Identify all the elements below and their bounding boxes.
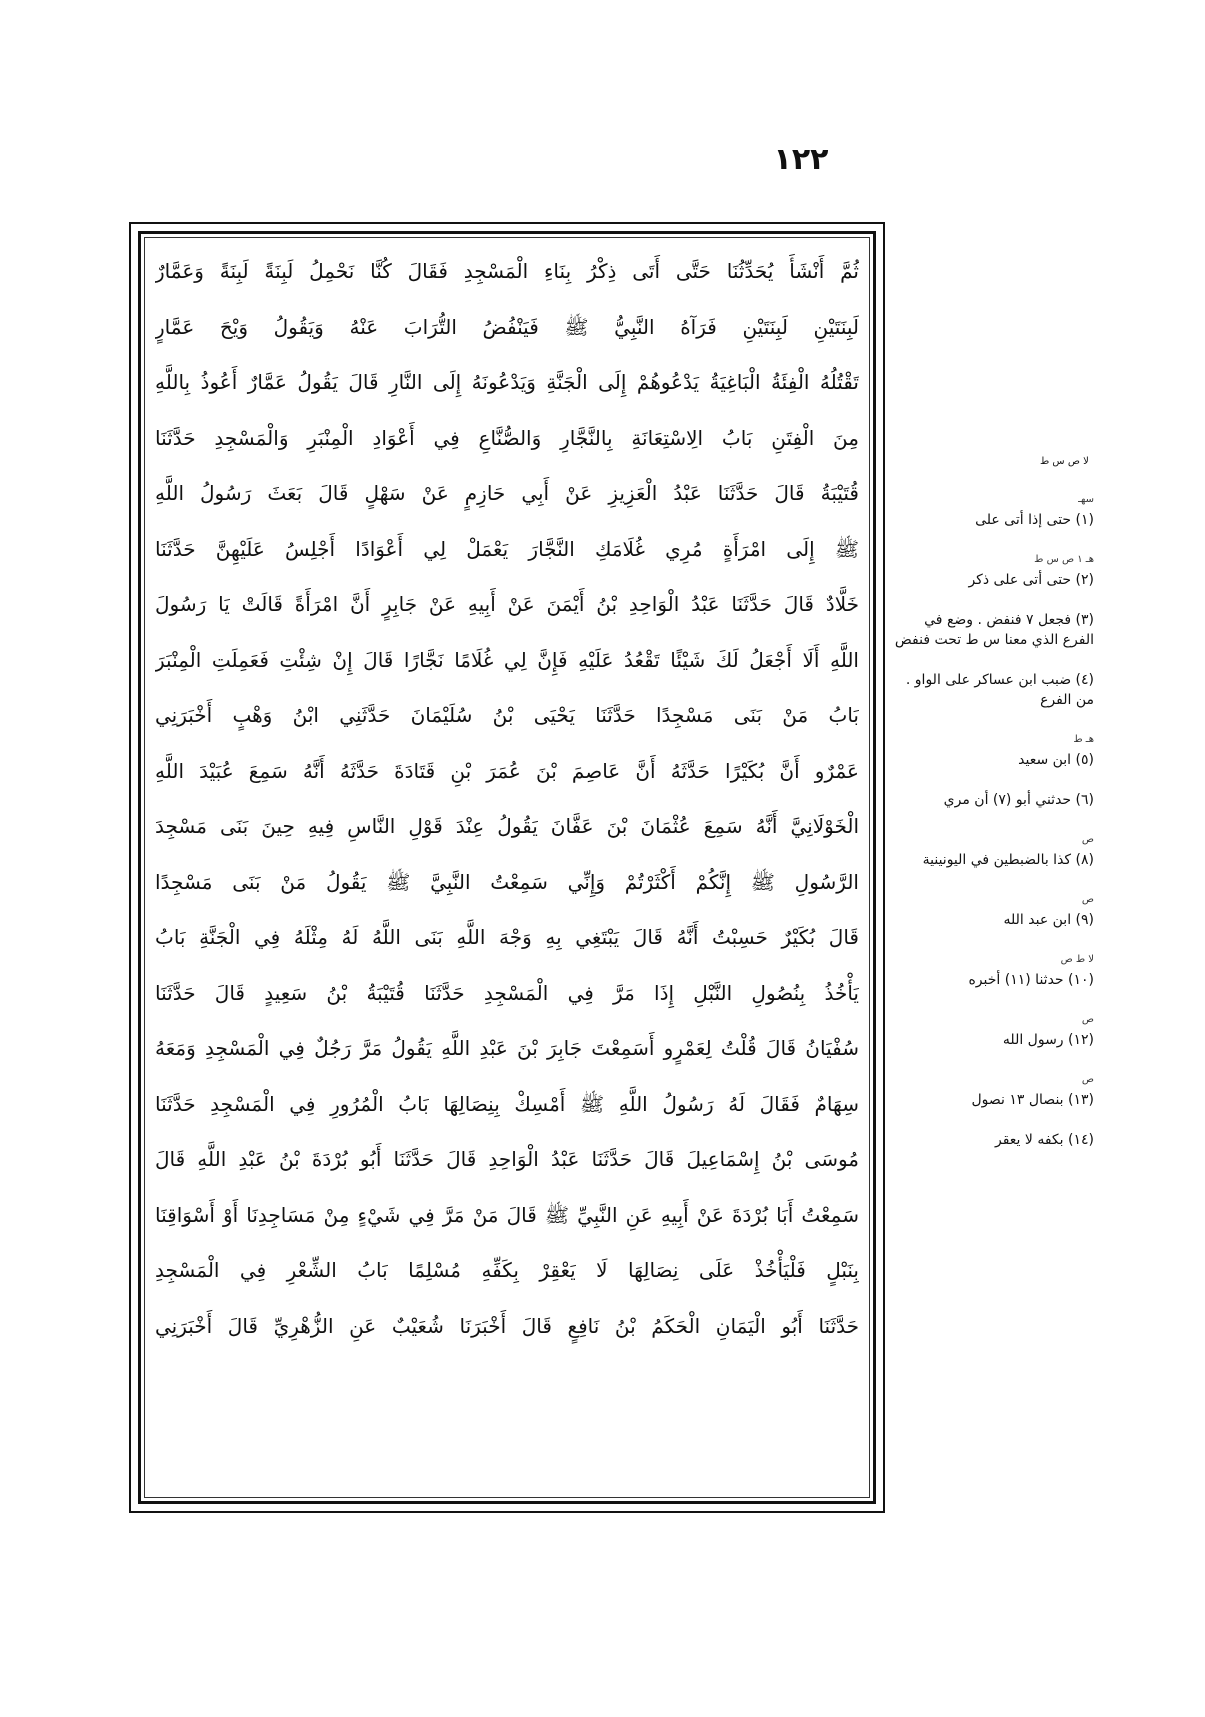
footnote	[894, 950, 1094, 990]
footnote-text: (١٢) رسول الله	[1002, 1032, 1094, 1048]
footnote-text: (٨) كذا بالضبطين في اليونينية	[922, 852, 1094, 868]
footnote-text: (١٤) بكفه لا يعقر	[995, 1132, 1094, 1148]
text-line: قُتَيْبَةُ قَالَ حَدَّثَنَا عَبْدُ الْعَزِيزِ عَنْ أَبِي حَازِمٍ عَنْ سَهْلٍ قَالَ بَعَثَ رَسُولُ اللَّهِ	[155, 481, 859, 505]
footnote	[894, 790, 1094, 810]
margin-mark: لا ص س ط	[1040, 456, 1089, 467]
text-line: بَابُ مَنْ بَنَى مَسْجِدًا حَدَّثَنَا يَحْيَى بْنُ سُلَيْمَانَ حَدَّثَنِي ابْنُ وَهْبٍ أَخْبَرَنِي	[155, 703, 859, 727]
footnote-label: ص	[1081, 1074, 1094, 1085]
text-line	[155, 1354, 859, 1410]
footnote-text: (٤) ضبب ابن عساكر على الواو . من الفرع	[905, 672, 1094, 708]
footnote-text: (٩) ابن عبد الله	[1003, 912, 1094, 928]
footnote-text: (١٠) حدثنا (١١) أخبره	[968, 972, 1094, 988]
page-number: ١٢٢	[773, 142, 829, 177]
footnote-text: (٥) ابن سعيد	[1018, 752, 1094, 768]
footnote-text: (١) حتى إذا أتى على	[975, 512, 1094, 528]
text-line: الْخَوْلَانِيَّ أَنَّهُ سَمِعَ عُثْمَانَ بْنَ عَفَّانَ يَقُولُ عِنْدَ قَوْلِ النَّاسِ فِيهِ حِينَ بَنَى مَسْجِدَ	[155, 814, 859, 838]
footnote-text: (٢) حتى أتى على ذكر	[968, 572, 1094, 588]
text-line: لَبِنَتَيْنِ لَبِنَتَيْنِ فَرَآهُ النَّبِيُّ ﷺ فَيَنْفُضُ التُّرَابَ عَنْهُ وَيَقُولُ وَيْحَ عَمَّارٍ	[155, 314, 859, 339]
text-line: حَدَّثَنَا أَبُو الْيَمَانِ الْحَكَمُ بْنُ نَافِعٍ قَالَ أَخْبَرَنَا شُعَيْبٌ عَنِ الزُّهْرِيِّ قَالَ أَخْبَرَنِي	[155, 1313, 859, 1338]
text-frame	[129, 222, 885, 1513]
footnote	[894, 1070, 1094, 1110]
footnote	[894, 730, 1094, 770]
text-line: عَمْرٌو أَنَّ بُكَيْرًا حَدَّثَهُ أَنَّ عَاصِمَ بْنَ عُمَرَ بْنِ قَتَادَةَ حَدَّثَهُ أَنَّهُ سَمِعَ عُبَيْدَ اللَّهِ	[155, 758, 859, 783]
text-line: مِنَ الْفِتَنِ بَابُ الِاسْتِعَانَةِ بِالنَّجَّارِ وَالصُّنَّاعِ فِي أَعْوَادِ الْمِنْبَرِ وَالْمَسْجِدِ حَدَّثَنَا	[155, 425, 859, 450]
text-line: ﷺ إِلَى امْرَأَةٍ مُرِي غُلَامَكِ النَّجَّارَ يَعْمَلْ لِي أَعْوَادًا أَجْلِسُ عَلَيْهِنَّ حَدَّثَنَا	[155, 536, 859, 561]
footnote-text: (٦) حدثني أبو (٧) أن مري	[943, 792, 1094, 808]
text-line: الرَّسُولِ ﷺ إِنَّكُمْ أَكْثَرْتُمْ وَإِنِّي سَمِعْتُ النَّبِيَّ ﷺ يَقُولُ مَنْ بَنَى مَسْجِدًا	[155, 869, 859, 894]
footnote	[894, 1130, 1094, 1150]
main-text	[155, 244, 859, 1491]
footnote-label: هـ ١ ص س ط	[1034, 554, 1094, 565]
footnote-text: (٣) فجعل ٧ فنفض . وضع في الفرع الذي معنا س ط تحت فنفض	[894, 612, 1094, 648]
footnote-label: ص	[1081, 894, 1094, 905]
footnote-label: ص	[1081, 834, 1094, 845]
footnote	[894, 1010, 1094, 1050]
footnote	[894, 830, 1094, 870]
footnote-label: سهـ	[1078, 494, 1094, 505]
text-line: اللَّهِ أَلَا أَجْعَلُ لَكَ شَيْئًا تَقْعُدُ عَلَيْهِ فَإِنَّ لِي غُلَامًا نَجَّارًا قَالَ إِنْ شِئْتِ فَعَمِلَتِ الْمِنْبَرَ	[155, 647, 859, 672]
footnotes	[894, 490, 1094, 1170]
footnote-label: لا ط ص	[1060, 954, 1094, 965]
text-line: ثُمَّ أَنْشَأَ يُحَدِّثُنَا حَتَّى أَتَى ذِكْرُ بِنَاءِ الْمَسْجِدِ فَقَالَ كُنَّا نَحْمِلُ لَبِنَةً لَبِنَةً وَعَمَّارٌ	[155, 259, 859, 283]
footnote	[894, 550, 1094, 590]
footnote-label: هـ ط	[1073, 734, 1094, 745]
text-line: تَقْتُلُهُ الْفِئَةُ الْبَاغِيَةُ يَدْعُوهُمْ إِلَى الْجَنَّةِ وَيَدْعُونَهُ إِلَى النَّارِ قَالَ يَقُولُ عَمَّارٌ أَعُوذُ بِاللَّهِ	[155, 370, 859, 394]
footnote	[894, 890, 1094, 930]
text-line: مُوسَى بْنُ إِسْمَاعِيلَ قَالَ حَدَّثَنَا عَبْدُ الْوَاحِدِ قَالَ حَدَّثَنَا أَبُو بُرْدَةَ بْنُ عَبْدِ اللَّهِ قَالَ	[155, 1147, 859, 1171]
footnote	[894, 670, 1094, 710]
text-line: يَأْخُذُ بِنُصُولِ النَّبْلِ إِذَا مَرَّ فِي الْمَسْجِدِ حَدَّثَنَا قُتَيْبَةُ بْنُ سَعِيدٍ قَالَ حَدَّثَنَا	[155, 980, 859, 1005]
text-line: سَمِعْتُ أَبَا بُرْدَةَ عَنْ أَبِيهِ عَنِ النَّبِيِّ ﷺ قَالَ مَنْ مَرَّ فِي شَيْءٍ مِنْ مَسَاجِدِنَا أَوْ أَسْوَاقِنَا	[155, 1202, 859, 1227]
text-line: قَالَ بُكَيْرٌ حَسِبْتُ أَنَّهُ قَالَ يَبْتَغِي بِهِ وَجْهَ اللَّهِ بَنَى اللَّهُ لَهُ مِثْلَهُ فِي الْجَنَّةِ بَابُ	[155, 925, 859, 949]
footnote-text: (١٣) بنصال ١٣ نصول	[971, 1092, 1094, 1108]
text-line: سُفْيَانُ قَالَ قُلْتُ لِعَمْرٍو أَسَمِعْتَ جَابِرَ بْنَ عَبْدِ اللَّهِ يَقُولُ مَرَّ رَجُلٌ فِي الْمَسْجِدِ وَمَعَهُ	[155, 1036, 859, 1060]
footnote	[894, 610, 1094, 650]
text-line: بِنَبْلٍ فَلْيَأْخُذْ عَلَى نِصَالِهَا لَا يَعْقِرْ بِكَفِّهِ مُسْلِمًا بَابُ الشِّعْرِ فِي الْمَسْجِدِ	[155, 1258, 859, 1282]
text-line: خَلَّادٌ قَالَ حَدَّثَنَا عَبْدُ الْوَاحِدِ بْنُ أَيْمَنَ عَنْ أَبِيهِ عَنْ جَابِرٍ أَنَّ امْرَأَةً قَالَتْ يَا رَسُولَ	[155, 592, 859, 616]
footnote-label: ص	[1081, 1014, 1094, 1025]
footnote	[894, 490, 1094, 530]
text-line: سِهَامٌ فَقَالَ لَهُ رَسُولُ اللَّهِ ﷺ أَمْسِكْ بِنِصَالِهَا بَابُ الْمُرُورِ فِي الْمَسْجِدِ حَدَّثَنَا	[155, 1091, 859, 1116]
